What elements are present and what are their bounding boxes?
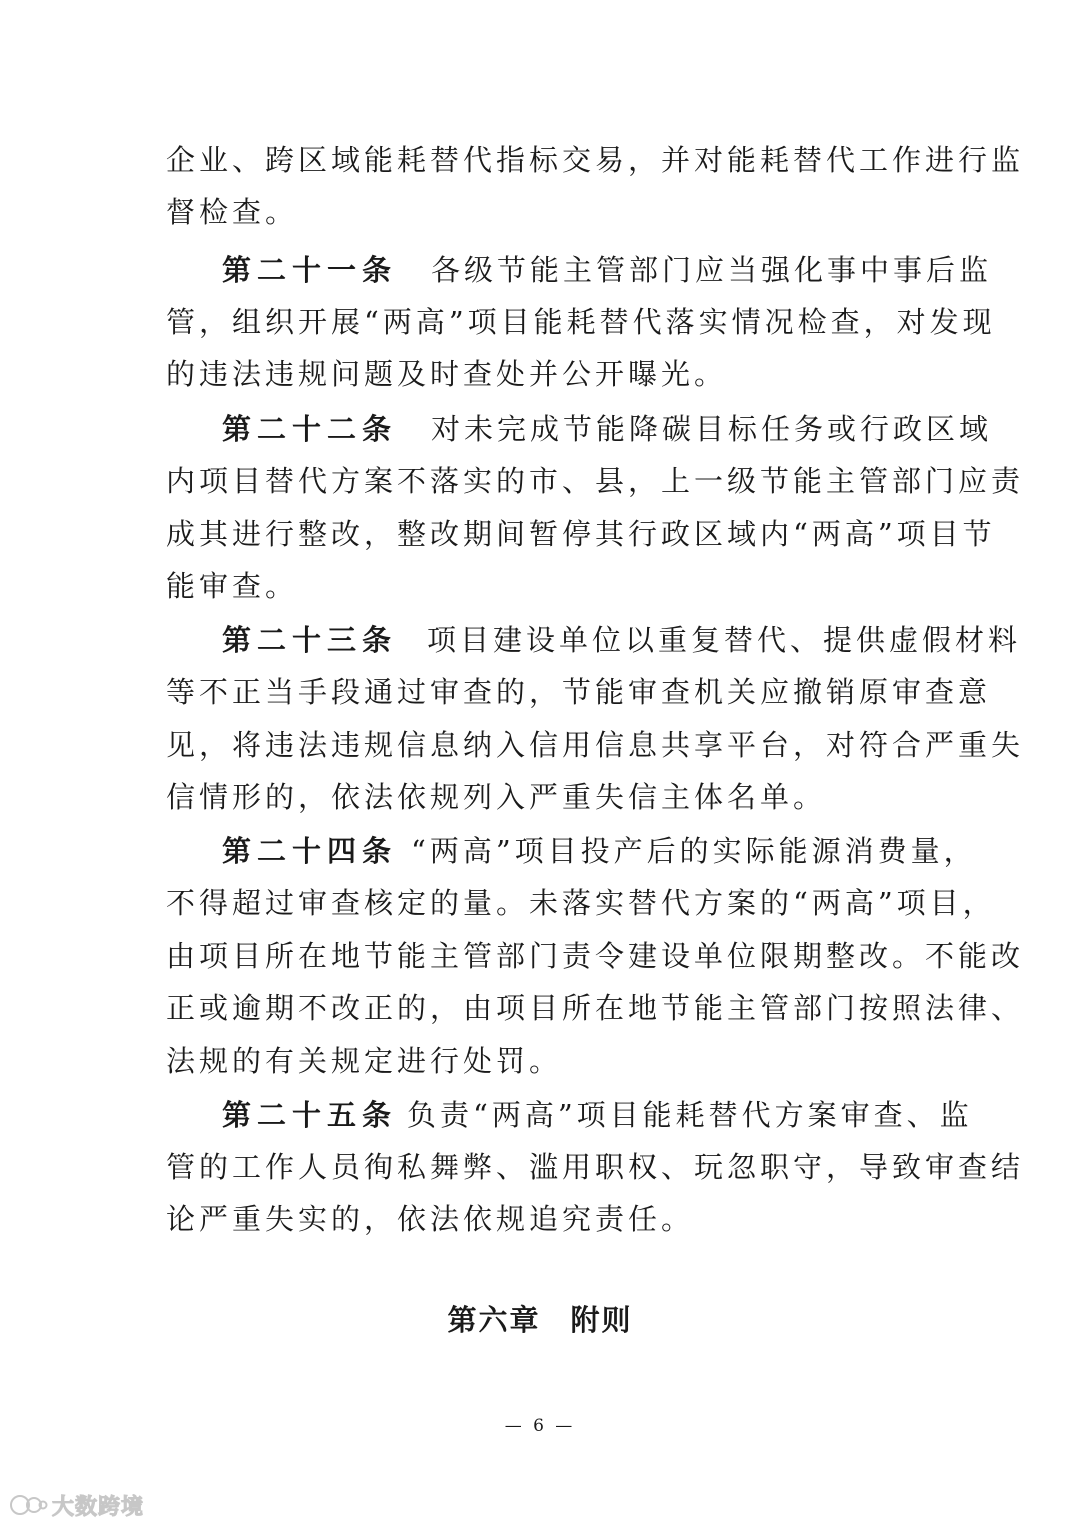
article-heading: 第二十一条: [222, 253, 398, 287]
article-heading: 第二十二条: [222, 412, 398, 446]
article-heading: 第二十三条: [222, 623, 398, 657]
body-line: 督检查。: [166, 195, 299, 229]
body-line: 见，将违法违规信息纳入信用信息共享平台，对符合严重失: [166, 728, 1025, 762]
body-line: 法规的有关规定进行处罚。: [166, 1044, 563, 1078]
body-line: 内项目替代方案不落实的市、县，上一级节能主管部门应责: [166, 464, 1025, 498]
watermark-text: 大数跨境: [52, 1494, 145, 1520]
body-line: 的违法违规问题及时查处并公开曝光。: [166, 357, 728, 391]
article-23-line: 第二十三条 项目建设单位以重复替代、提供虚假材料: [222, 623, 1022, 657]
body-line: 等不正当手段通过审查的，节能审查机关应撤销原审查意: [166, 675, 992, 709]
body-line: 论严重失实的，依法依规追究责任。: [166, 1202, 695, 1236]
watermark: [8, 1490, 144, 1520]
body-line: 管的工作人员徇私舞弊、滥用职权、玩忽职守，导致审查结: [166, 1150, 1025, 1184]
body-line: 成其进行整改，整改期间暂停其行政区域内“两高”项目节: [166, 517, 996, 551]
chapter-title: 附则: [570, 1303, 633, 1337]
article-25-line: 第二十五条 负责“两高”项目能耗替代方案审查、监: [222, 1098, 973, 1132]
body-line: 由项目所在地节能主管部门责令建设单位限期整改。不能改: [166, 939, 1025, 973]
body-line: 能审查。: [166, 569, 299, 603]
chapter-label: 第六章: [447, 1303, 541, 1337]
article-24-line: 第二十四条 “两高”项目投产后的实际能源消费量，: [222, 834, 977, 868]
body-line: 正或逾期不改正的，由项目所在地节能主管部门按照法律、: [166, 991, 1025, 1025]
watermark-logo-icon: [8, 1492, 48, 1518]
chapter-heading: [0, 1300, 1080, 1340]
body-line: 企业、跨区域能耗替代指标交易，并对能耗替代工作进行监: [166, 143, 1025, 177]
body-line: 信情形的，依法依规列入严重失信主体名单。: [166, 780, 827, 814]
article-heading: 第二十四条: [222, 834, 398, 868]
body-line: 管，组织开展“两高”项目能耗替代落实情况检查，对发现: [166, 305, 996, 339]
article-22-line: 第二十二条 对未完成节能降碳目标任务或行政区域: [222, 412, 993, 446]
article-heading: 第二十五条: [222, 1098, 398, 1132]
page-number: — 6 —: [504, 1416, 576, 1436]
body-line: 不得超过审查核定的量。未落实替代方案的“两高”项目，: [166, 886, 996, 920]
article-21-line: 第二十一条 各级节能主管部门应当强化事中事后监: [222, 253, 993, 287]
